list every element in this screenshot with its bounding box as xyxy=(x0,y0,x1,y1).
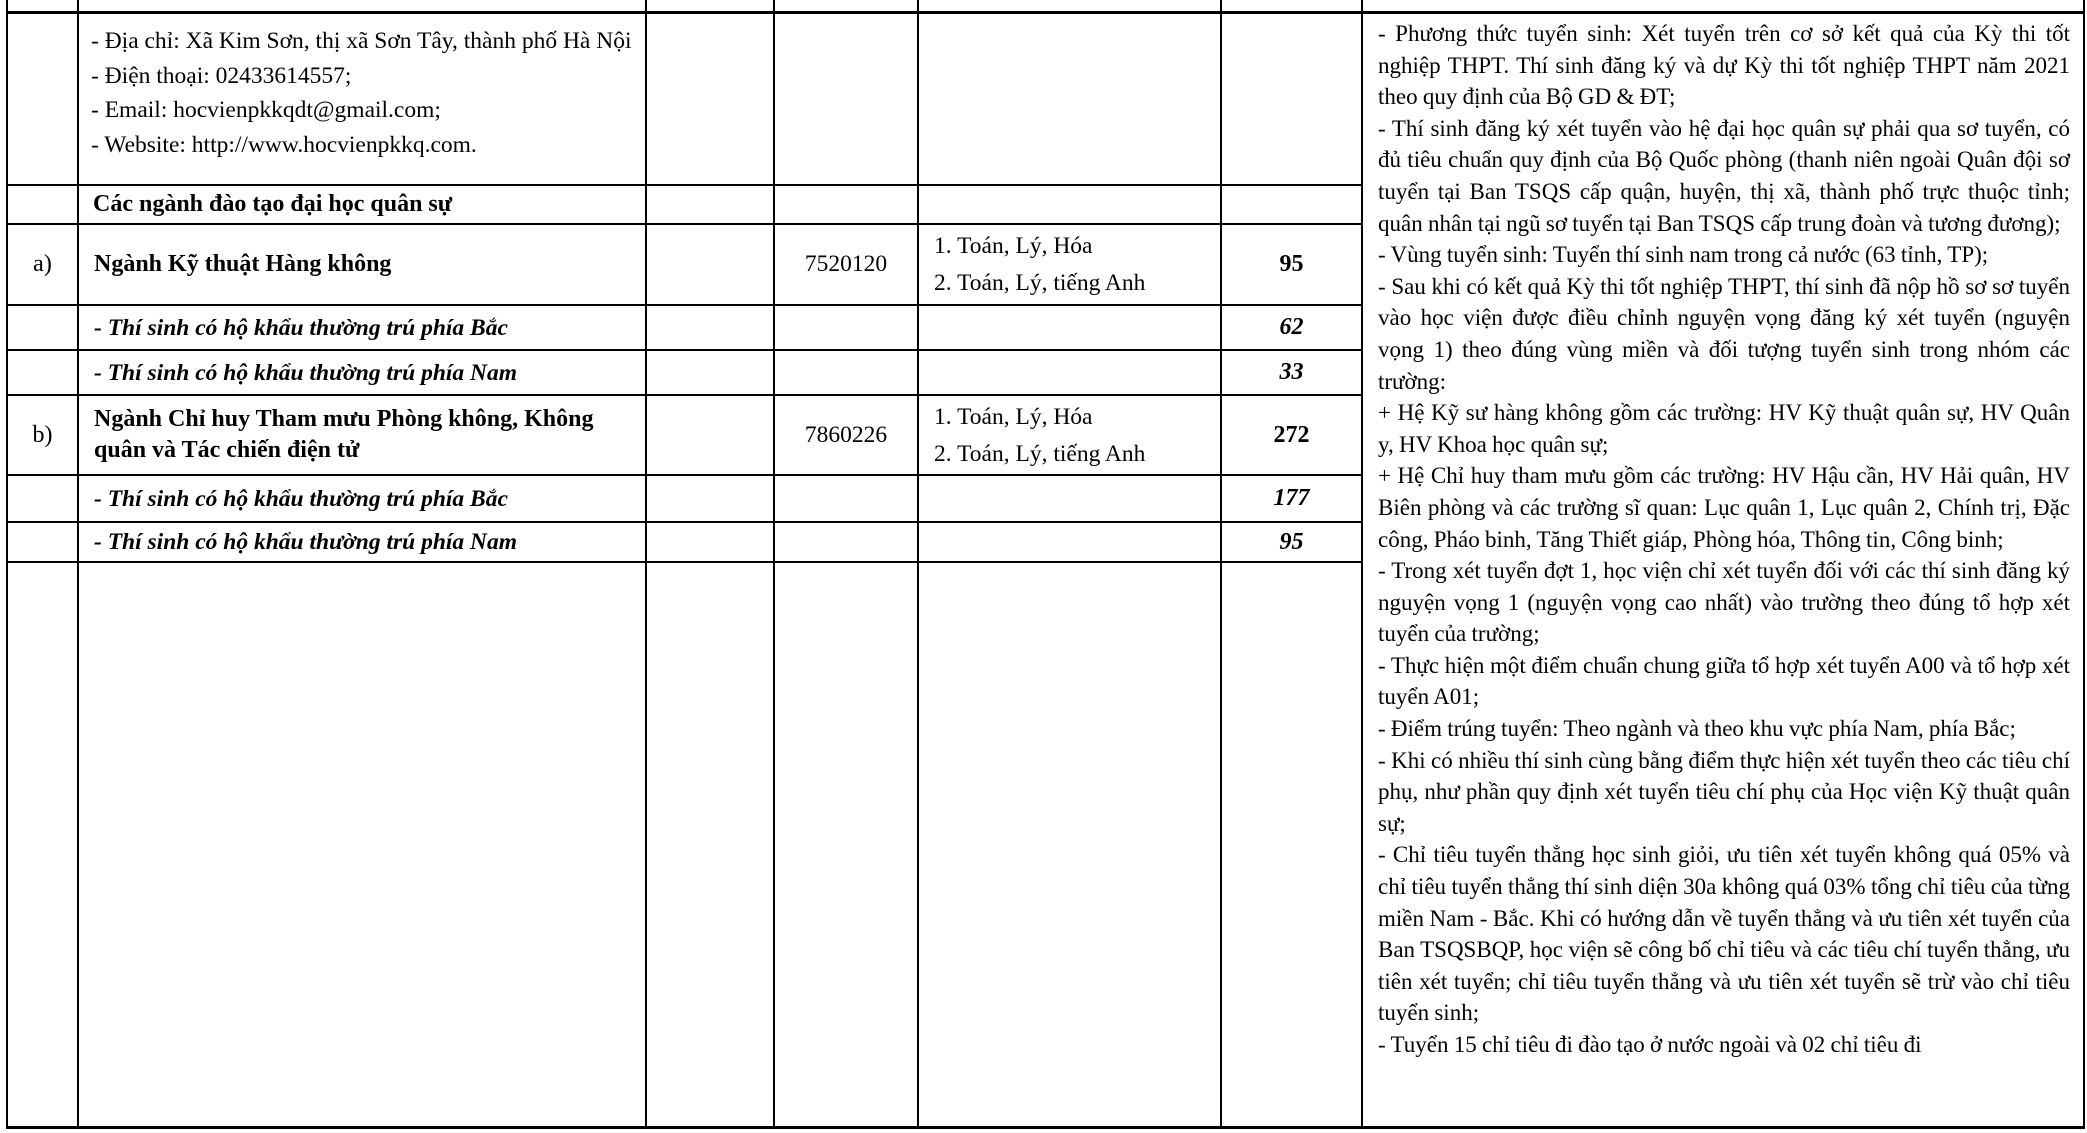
subrow-name: - Thí sinh có hộ khẩu thường trú phía Nam xyxy=(79,351,647,396)
contact-website: - Website: http://www.hocvienpkkq.com. xyxy=(91,131,477,158)
combo-line: 1. Toán, Lý, Hóa xyxy=(934,233,1093,259)
program-marker: b) xyxy=(8,396,79,476)
empty-cell xyxy=(775,523,919,563)
empty-cell xyxy=(8,306,79,351)
subrow-name: - Thí sinh có hộ khẩu thường trú phía Bắc xyxy=(79,306,647,351)
program-quota: 272 xyxy=(1222,396,1363,476)
empty-cell xyxy=(775,351,919,396)
empty-cell xyxy=(647,476,775,523)
program-combos-cell xyxy=(919,396,1222,476)
empty-cell xyxy=(775,14,919,186)
empty-cell xyxy=(647,351,775,396)
empty-cell xyxy=(1222,186,1363,225)
notes-paragraph: - Thí sinh đăng ký xét tuyển vào hệ đại học quân sự phải qua sơ tuyển, có đủ tiêu chuẩn quy định của Bộ Quốc phòng (thanh niên ngoài Quân đội sơ tuyển tại Ban TSQS cấp quận, huyện, thị xã, thành phố trực thuộc tỉnh; quân nhân tại ngũ sơ tuyển tại Ban TSQS cấp trung đoàn và tương đương); xyxy=(1378,115,2070,236)
program-marker: a) xyxy=(8,225,79,306)
empty-cell xyxy=(919,563,1222,1126)
empty-cell xyxy=(919,14,1222,186)
combo-line: 2. Toán, Lý, tiếng Anh xyxy=(934,270,1146,296)
empty-cell xyxy=(919,306,1222,351)
subrow-name: - Thí sinh có hộ khẩu thường trú phía Bắc xyxy=(79,476,647,523)
notes-paragraph: + Hệ Kỹ sư hàng không gồm các trường: HV Kỹ thuật quân sự, HV Quân y, HV Khoa học quân sự; xyxy=(1378,400,2070,457)
empty-cell xyxy=(647,523,775,563)
empty-cell xyxy=(8,186,79,225)
program-quota: 95 xyxy=(1222,225,1363,306)
contact-email: - Email: hocvienpkkqdt@gmail.com; xyxy=(91,97,441,123)
empty-cell xyxy=(8,476,79,523)
program-combos-cell xyxy=(919,225,1222,306)
empty-cell xyxy=(919,186,1222,225)
empty-cell xyxy=(775,186,919,225)
program-code: 7860226 xyxy=(775,396,919,476)
program-code: 7520120 xyxy=(775,225,919,306)
combo-line: 2. Toán, Lý, tiếng Anh xyxy=(934,440,1146,467)
empty-cell xyxy=(647,563,775,1126)
subrow-name: - Thí sinh có hộ khẩu thường trú phía Nam xyxy=(79,523,647,563)
subrow-quota: 177 xyxy=(1222,476,1363,523)
notes-paragraph: - Khi có nhiều thí sinh cùng bằng điểm thực hiện xét tuyển theo các tiêu chí phụ, như phần quy định xét tuyển tiêu chí phụ của Học viện Kỹ thuật quân sự; xyxy=(1378,747,2070,836)
empty-cell xyxy=(919,476,1222,523)
contact-phone: - Điện thoại: 02433614557; xyxy=(91,62,352,89)
empty-cell xyxy=(647,186,775,225)
subrow-quota: 33 xyxy=(1222,351,1363,396)
empty-cell xyxy=(1222,14,1363,186)
contact-address: - Địa chỉ: Xã Kim Sơn, thị xã Sơn Tây, thành phố Hà Nội xyxy=(91,28,632,54)
empty-cell xyxy=(775,306,919,351)
section-header: Các ngành đào tạo đại học quân sự xyxy=(79,186,647,225)
program-name: Ngành Chỉ huy Tham mưu Phòng không, Không quân và Tác chiến điện tử xyxy=(79,396,647,476)
empty-cell xyxy=(919,351,1222,396)
notes-paragraph: - Phương thức tuyển sinh: Xét tuyển trên cơ sở kết quả của Kỳ thi tốt nghiệp THPT. Thí sinh đăng ký và dự Kỳ thi tốt nghiệp THPT năm 2021 theo quy định của Bộ GD & ĐT; xyxy=(1378,21,2070,110)
admissions-table xyxy=(6,11,2085,1129)
empty-cell xyxy=(8,14,79,186)
notes-paragraph: - Điểm trúng tuyển: Theo ngành và theo khu vực phía Nam, phía Bắc; xyxy=(1378,716,2016,742)
notes-paragraph: + Hệ Chỉ huy tham mưu gồm các trường: HV Hậu cần, HV Hải quân, HV Biên phòng và các trường sĩ quan: Lục quân 1, Lục quân 2, Chính trị, Đặc công, Pháo binh, Tăng Thiết giáp, Phòng hóa, Thông tin, Công binh; xyxy=(1378,463,2070,552)
notes-paragraph: - Sau khi có kết quả Kỳ thi tốt nghiệp THPT, thí sinh đã nộp hồ sơ sơ tuyển vào học viện được điều chỉnh nguyện vọng đăng ký xét tuyển (nguyện vọng 1) theo đúng vùng miền và đối tượng tuyển sinh trong nhóm các trường: xyxy=(1378,273,2070,394)
notes-paragraph: - Vùng tuyển sinh: Tuyển thí sinh nam trong cả nước (63 tỉnh, TP); xyxy=(1378,242,1989,268)
empty-cell xyxy=(1222,563,1363,1126)
empty-cell xyxy=(647,396,775,476)
empty-cell xyxy=(647,14,775,186)
empty-cell xyxy=(775,476,919,523)
empty-cell xyxy=(775,563,919,1126)
school-contact-cell xyxy=(79,14,647,186)
empty-cell xyxy=(8,563,79,1126)
notes-paragraph: - Trong xét tuyển đợt 1, học viện chỉ xét tuyển đối với các thí sinh đăng ký nguyện vọng 1 (nguyện vọng cao nhất) vào trường theo đúng tổ hợp xét tuyển của trường; xyxy=(1378,558,2070,647)
empty-cell xyxy=(8,523,79,563)
empty-cell xyxy=(647,225,775,306)
subrow-quota: 62 xyxy=(1222,306,1363,351)
notes-paragraph: - Thực hiện một điểm chuẩn chung giữa tổ hợp xét tuyển A00 và tổ hợp xét tuyển A01; xyxy=(1378,652,2070,710)
empty-cell xyxy=(8,351,79,396)
empty-cell xyxy=(79,563,647,1126)
combo-line: 1. Toán, Lý, Hóa xyxy=(934,403,1093,430)
notes-paragraph: - Tuyển 15 chỉ tiêu đi đào tạo ở nước ngoài và 02 chỉ tiêu đi xyxy=(1378,1032,1922,1057)
admission-notes-cell xyxy=(1363,14,2083,1126)
notes-paragraph: - Chỉ tiêu tuyển thẳng học sinh giỏi, ưu tiên xét tuyển không quá 05% và chỉ tiêu tuyển thẳng thí sinh diện 30a không quá 03% tổng chỉ tiêu của từng miền Nam - Bắc. Khi có hướng dẫn về tuyển thẳng và ưu tiên xét tuyển của Ban TSQSBQP, học viện sẽ công bố chỉ tiêu và các tiêu chí tuyển thẳng, ưu tiên xét tuyển; chỉ tiêu tuyển thẳng và ưu tiên xét tuyển sẽ trừ vào chỉ tiêu tuyển sinh; xyxy=(1378,842,2070,1026)
empty-cell xyxy=(647,306,775,351)
program-name: Ngành Kỹ thuật Hàng không xyxy=(79,225,647,306)
subrow-quota: 95 xyxy=(1222,523,1363,563)
empty-cell xyxy=(919,523,1222,563)
